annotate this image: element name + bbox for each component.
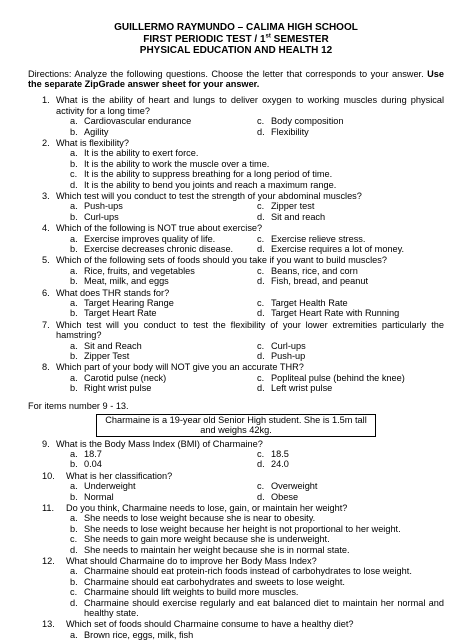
choice-letter: b. (70, 351, 84, 361)
test-title-superscript: st (266, 33, 271, 39)
answer-choice (70, 148, 444, 158)
answer-choice (70, 234, 257, 244)
answer-choice (257, 383, 444, 393)
choice-text: Exercise improves quality of life. (84, 234, 257, 244)
choice-letter: b. (70, 524, 84, 534)
choice-letter: a. (70, 266, 84, 276)
question-number: 10. (28, 471, 66, 481)
question-stem (28, 503, 444, 513)
choice-letter: d. (257, 244, 271, 254)
answer-choices (70, 116, 444, 137)
choice-letter: b. (70, 308, 84, 318)
answer-choice (257, 212, 444, 222)
question-text: Which of the following sets of foods should you take if you want to build muscles? (56, 255, 444, 265)
answer-choices (70, 341, 444, 362)
answer-choice (70, 492, 257, 502)
choice-letter: b. (70, 459, 84, 469)
school-name: GUILLERMO RAYMUNDO – CALIMA HIGH SCHOOL (28, 22, 444, 34)
choice-text: Overweight (271, 481, 444, 491)
answer-choices (70, 298, 444, 319)
choice-letter: c. (257, 449, 271, 459)
answer-choices (70, 148, 444, 190)
test-header (28, 22, 444, 57)
choice-text: Popliteal pulse (behind the knee) (271, 373, 444, 383)
question-item (28, 138, 444, 190)
choice-letter: a. (70, 373, 84, 383)
choice-letter: b. (70, 276, 84, 286)
choice-letter: b. (70, 159, 84, 169)
choice-text: 24.0 (271, 459, 444, 469)
answer-choice (70, 524, 444, 534)
choice-text: Push-up (271, 351, 444, 361)
choice-text: 18.5 (271, 449, 444, 459)
choice-letter: d. (70, 598, 84, 619)
choice-letter: d. (70, 180, 84, 190)
choice-letter: b. (70, 577, 84, 587)
question-text: Do you think, Charmaine needs to lose, gain, or maintain her weight? (66, 503, 444, 513)
question-item (28, 503, 444, 555)
question-text: What is the ability of heart and lungs to deliver oxygen to working muscles during physical activity for a long time? (56, 95, 444, 116)
choice-letter: a. (70, 481, 84, 491)
answer-choice (70, 351, 257, 361)
answer-choice (257, 234, 444, 244)
question-text: What is her classification? (66, 471, 444, 481)
choice-text: Target Hearing Range (84, 298, 257, 308)
answer-choice (70, 598, 444, 619)
choice-text: Obese (271, 492, 444, 502)
question-number: 4. (28, 223, 56, 233)
choice-text: Curl-ups (271, 341, 444, 351)
question-number: 11. (28, 503, 66, 513)
question-number: 1. (28, 95, 56, 116)
question-stem (28, 439, 444, 449)
choice-text: Exercise requires a lot of money. (271, 244, 444, 254)
items-label: For items number 9 - 13. (28, 401, 444, 411)
answer-choices (70, 373, 444, 394)
choice-letter: d. (257, 459, 271, 469)
choice-letter: c. (70, 587, 84, 597)
question-number: 8. (28, 362, 56, 372)
answer-choice (257, 459, 444, 469)
question-text: Which test will you conduct to test the strength of your abdominal muscles? (56, 191, 444, 201)
choice-text: Zipper test (271, 201, 444, 211)
answer-choice (257, 449, 444, 459)
answer-choice (70, 587, 444, 597)
answer-choices (70, 234, 444, 255)
answer-choice (257, 127, 444, 137)
choice-letter: d. (257, 276, 271, 286)
choice-text: Normal (84, 492, 257, 502)
answer-choice (70, 201, 257, 211)
scenario-box: Charmaine is a 19-year old Senior High student. She is 1.5m tall and weighs 42kg. (96, 414, 376, 436)
choice-text: Cardiovascular endurance (84, 116, 257, 126)
choice-letter: d. (257, 212, 271, 222)
question-item (28, 255, 444, 286)
choice-text: Zipper Test (84, 351, 257, 361)
answer-choices (70, 630, 444, 640)
answer-choice (257, 201, 444, 211)
choice-letter: c. (257, 234, 271, 244)
answer-choice (70, 566, 444, 576)
choice-text: 0.04 (84, 459, 257, 469)
question-number: 13. (28, 619, 66, 629)
question-number: 7. (28, 320, 56, 341)
question-stem (28, 223, 444, 233)
choice-letter: c. (257, 373, 271, 383)
question-text: Which of the following is NOT true about exercise? (56, 223, 444, 233)
choice-text: She needs to maintain her weight because she is in normal state. (84, 545, 444, 555)
choice-letter: c. (257, 341, 271, 351)
choice-letter: c. (257, 266, 271, 276)
choice-text: Target Heart Rate (84, 308, 257, 318)
choice-letter: d. (70, 545, 84, 555)
answer-choices (70, 449, 444, 470)
choice-letter: c. (257, 201, 271, 211)
question-item (28, 95, 444, 137)
choice-letter: a. (70, 449, 84, 459)
choice-letter: a. (70, 566, 84, 576)
choice-text: Charmaine should eat protein-rich foods instead of carbohydrates to lose weight. (84, 566, 444, 576)
choice-text: Agility (84, 127, 257, 137)
question-stem (28, 138, 444, 148)
test-title-suffix: SEMESTER (271, 34, 329, 45)
choice-text: Sit and reach (271, 212, 444, 222)
choice-letter: a. (70, 630, 84, 640)
answer-choice (70, 127, 257, 137)
choice-text: Fish, bread, and peanut (271, 276, 444, 286)
answer-choice (70, 545, 444, 555)
choice-letter: c. (257, 116, 271, 126)
answer-choice (257, 116, 444, 126)
question-stem (28, 255, 444, 265)
answer-choice (70, 276, 257, 286)
question-item (28, 471, 444, 502)
choice-text: Charmaine should exercise regularly and eat balanced diet to maintain her normal and healthy state. (84, 598, 444, 619)
choice-letter: a. (70, 201, 84, 211)
answer-choice (257, 276, 444, 286)
directions (28, 69, 444, 90)
answer-choice (257, 351, 444, 361)
question-item (28, 556, 444, 618)
choice-letter: d. (257, 492, 271, 502)
choice-letter: a. (70, 234, 84, 244)
choice-letter: a. (70, 341, 84, 351)
subject-title: PHYSICAL EDUCATION AND HEALTH 12 (28, 45, 444, 57)
answer-choices (70, 201, 444, 222)
choice-text: Target Health Rate (271, 298, 444, 308)
choice-letter: b. (70, 492, 84, 502)
question-text: Which set of foods should Charmaine consume to have a healthy diet? (66, 619, 444, 629)
question-number: 3. (28, 191, 56, 201)
answer-choice (257, 373, 444, 383)
answer-choice (70, 534, 444, 544)
question-text: What is the Body Mass Index (BMI) of Charmaine? (56, 439, 444, 449)
answer-choice (257, 266, 444, 276)
test-title-prefix: FIRST PERIODIC TEST / 1 (143, 34, 265, 45)
answer-choice (70, 298, 257, 308)
answer-choice (70, 159, 444, 169)
choice-letter: b. (70, 244, 84, 254)
choice-letter: d. (257, 383, 271, 393)
choice-text: Rice, fruits, and vegetables (84, 266, 257, 276)
answer-choice (70, 513, 444, 523)
question-item (28, 191, 444, 222)
answer-choices (70, 513, 444, 555)
question-number: 12. (28, 556, 66, 566)
question-number: 5. (28, 255, 56, 265)
question-text: What should Charmaine do to improve her Body Mass Index? (66, 556, 444, 566)
answer-choice (70, 459, 257, 469)
choice-text: Meat, milk, and eggs (84, 276, 257, 286)
choice-text: Exercise decreases chronic disease. (84, 244, 257, 254)
answer-choice (70, 383, 257, 393)
answer-choice (70, 212, 257, 222)
choice-text: Curl-ups (84, 212, 257, 222)
choice-letter: d. (257, 308, 271, 318)
choice-text: It is the ability to exert force. (84, 148, 444, 158)
answer-choices (70, 266, 444, 287)
answer-choice (257, 298, 444, 308)
choice-letter: a. (70, 148, 84, 158)
choice-text: Underweight (84, 481, 257, 491)
choice-text: Push-ups (84, 201, 257, 211)
answer-choices (70, 481, 444, 502)
question-item (28, 619, 444, 640)
choice-letter: d. (257, 351, 271, 361)
question-item (28, 288, 444, 319)
choice-text: She needs to gain more weight because she is underweight. (84, 534, 444, 544)
choice-text: She needs to lose weight because her height is not proportional to her weight. (84, 524, 444, 534)
question-number: 9. (28, 439, 56, 449)
questions-block-1-8 (28, 95, 444, 393)
question-item (28, 362, 444, 393)
answer-choice (70, 244, 257, 254)
choice-letter: d. (257, 127, 271, 137)
question-text: Which test will you conduct to test the flexibility of your lower extremities particularly the hamstring? (56, 320, 444, 341)
answer-choice (70, 169, 444, 179)
question-number: 2. (28, 138, 56, 148)
questions-block-9-13 (28, 439, 444, 640)
choice-text: Brown rice, eggs, milk, fish (84, 630, 444, 640)
choice-text: Charmaine should eat carbohydrates and sweets to lose weight. (84, 577, 444, 587)
choice-text: Body composition (271, 116, 444, 126)
question-stem (28, 320, 444, 341)
question-stem (28, 288, 444, 298)
choice-text: Left wrist pulse (271, 383, 444, 393)
choice-letter: a. (70, 298, 84, 308)
answer-choice (70, 180, 444, 190)
choice-letter: c. (257, 481, 271, 491)
answer-choice (257, 341, 444, 351)
question-item (28, 223, 444, 254)
answer-choices (70, 566, 444, 618)
answer-choice (70, 308, 257, 318)
question-text: Which part of your body will NOT give you an accurate THR? (56, 362, 444, 372)
question-item (28, 320, 444, 362)
answer-choice (257, 492, 444, 502)
choice-text: Flexibility (271, 127, 444, 137)
choice-text: Sit and Reach (84, 341, 257, 351)
answer-choice (70, 373, 257, 383)
choice-letter: c. (70, 169, 84, 179)
directions-bold-note: Use the separate ZipGrade answer sheet for your answer. (28, 69, 444, 89)
question-stem (28, 95, 444, 116)
choice-text: She needs to lose weight because she is near to obesity. (84, 513, 444, 523)
question-stem (28, 471, 444, 481)
directions-text: Directions: Analyze the following questions. Choose the letter that corresponds to your answer. (28, 69, 427, 79)
choice-letter: b. (70, 212, 84, 222)
answer-choice (70, 630, 444, 640)
answer-choice (70, 266, 257, 276)
choice-text: Right wrist pulse (84, 383, 257, 393)
choice-text: It is the ability to bend you joints and reach a maximum range. (84, 180, 444, 190)
question-stem (28, 556, 444, 566)
answer-choice (257, 308, 444, 318)
answer-choice (70, 481, 257, 491)
answer-choice (257, 244, 444, 254)
question-number: 6. (28, 288, 56, 298)
question-stem (28, 191, 444, 201)
choice-text: Exercise relieve stress. (271, 234, 444, 244)
answer-choice (70, 116, 257, 126)
choice-text: It is the ability to work the muscle over a time. (84, 159, 444, 169)
answer-choice (70, 341, 257, 351)
question-text: What does THR stands for? (56, 288, 444, 298)
question-item (28, 439, 444, 470)
question-text: What is flexibility? (56, 138, 444, 148)
choice-text: 18.7 (84, 449, 257, 459)
answer-choice (70, 577, 444, 587)
choice-text: It is the ability to suppress breathing for a long period of time. (84, 169, 444, 179)
choice-text: Beans, rice, and corn (271, 266, 444, 276)
answer-choice (70, 449, 257, 459)
question-stem (28, 362, 444, 372)
question-stem (28, 619, 444, 629)
choice-letter: a. (70, 116, 84, 126)
choice-letter: b. (70, 383, 84, 393)
choice-text: Target Heart Rate with Running (271, 308, 444, 318)
test-title (28, 34, 444, 46)
choice-text: Charmaine should lift weights to build more muscles. (84, 587, 444, 597)
choice-letter: c. (70, 534, 84, 544)
choice-letter: c. (257, 298, 271, 308)
choice-letter: b. (70, 127, 84, 137)
answer-choice (257, 481, 444, 491)
choice-text: Carotid pulse (neck) (84, 373, 257, 383)
choice-letter: a. (70, 513, 84, 523)
